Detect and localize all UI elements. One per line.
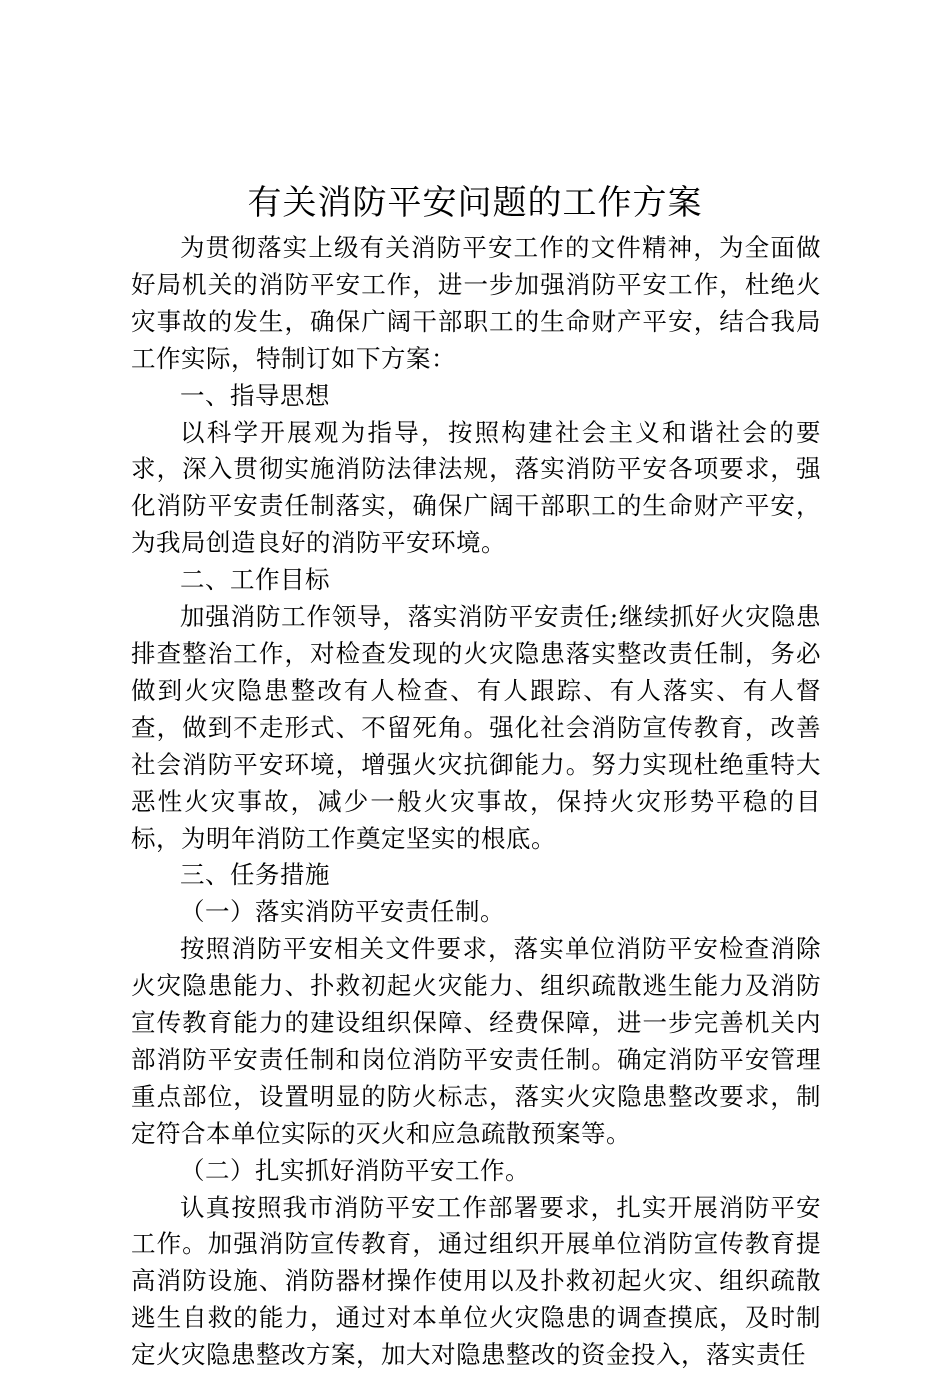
section-heading-task-measures: 三、任务措施 — [180, 860, 330, 890]
work-goals-paragraph: 加强消防工作领导，落实消防平安责任;继续抓好火灾隐患排查整治工作，对检查发现的火灾隐患落实整改责任制，务必做到火灾隐患整改有人检查、有人跟踪、有人落实、有人督查，做到不走形式、不留死角。强化社会消防宣传教育，改善社会消防平安环境，增强火灾抗御能力。努力实现杜绝重特大恶性火灾事故，减少一般火灾事故，保持火灾形势平稳的目标，为明年消防工作奠定坚实的根底。 — [131, 602, 821, 853]
section-heading-work-goals: 二、工作目标 — [180, 565, 330, 595]
document-body — [131, 230, 821, 1374]
guiding-ideology-paragraph: 以科学开展观为指导，按照构建社会主义和谐社会的要求，深入贯彻实施消防法律法规，落实消防平安各项要求，强化消防平安责任制落实，确保广阔干部职工的生命财产平安，为我局创造良好的消防平安环境。 — [131, 417, 821, 558]
subsection-heading-responsibility: （一）落实消防平安责任制。 — [180, 897, 505, 927]
safety-work-paragraph: 认真按照我市消防平安工作部署要求，扎实开展消防平安工作。加强消防宣传教育，通过组织开展单位消防宣传教育提高消防设施、消防器材操作使用以及扑救初起火灾、组织疏散逃生自救的能力，通过对本单位火灾隐患的调查摸底，及时制定火灾隐患整改方案，加大对隐患整改的资金投入，落实责任 — [131, 1192, 821, 1370]
section-heading-guiding-ideology: 一、指导思想 — [180, 380, 330, 410]
document-title: 有关消防平安问题的工作方案 — [247, 183, 703, 223]
responsibility-paragraph: 按照消防平安相关文件要求，落实单位消防平安检查消除火灾隐患能力、扑救初起火灾能力、组织疏散逃生能力及消防宣传教育能力的建设组织保障、经费保障，进一步完善机关内部消防平安责任制和岗位消防平安责任制。确定消防平安管理重点部位，设置明显的防火标志，落实火灾隐患整改要求，制定符合本单位实际的灭火和应急疏散预案等。 — [131, 934, 821, 1148]
subsection-heading-safety-work: （二）扎实抓好消防平安工作。 — [180, 1155, 530, 1185]
intro-paragraph: 为贯彻落实上级有关消防平安工作的文件精神，为全面做好局机关的消防平安工作，进一步加强消防平安工作，杜绝火灾事故的发生，确保广阔干部职工的生命财产平安，结合我局工作实际，特制订如下方案： — [131, 233, 821, 373]
